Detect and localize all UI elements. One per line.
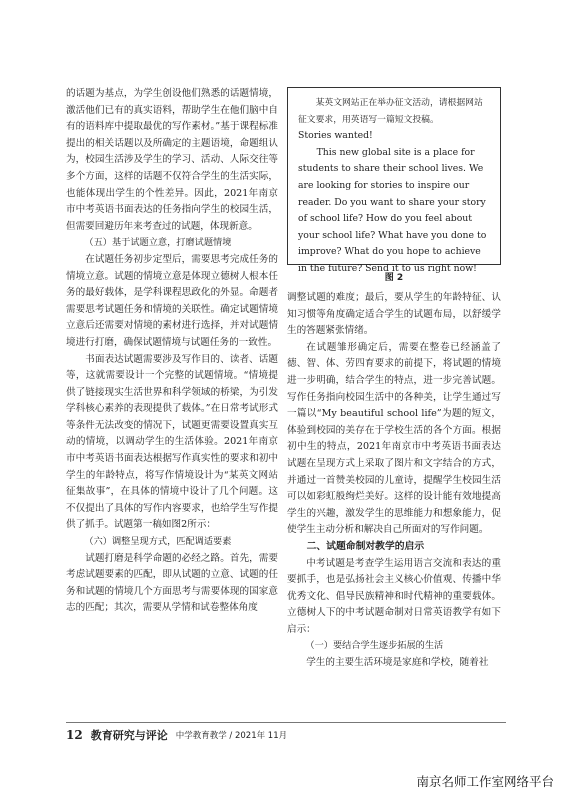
left-column [66, 86, 278, 617]
paragraph: 在试题雏形确定后，需要在整卷已经涵盖了德、智、体、劳四育要求的前提下，将试题的情境进一步明确，结合学生的特点，进一步完善试题。写作任务指向校园生活中的各种美，让学生通过写一篇以“My beautiful school life”为题的短文，体验到校园的美存在于学校生活的各个方面。根据初中生的特点，2021年南京市中考英语书面表达试题在呈现方式上采取了图片和文字结合的方式，并通过一首赞美校园的儿童诗，提醒学生校园生活可以如彩虹般绚烂美好。这样的设计能有效地提高学生的兴趣，激发学生的思维能力和想象能力，促使学生主动分析和解决自己所面对的写作问题。 [287, 341, 501, 536]
journal-issue: 中学教育教学 / 2021年 11月 [175, 731, 288, 741]
paragraph: 中考试题是考查学生运用语言交流和表达的重要抓手，也是弘扬社会主义核心价值观、传播中华优秀文化、倡导民族精神和时代精神的重要载体。立德树人下的中考试题命制对日常英语教学有如下启示： [287, 557, 501, 635]
figure-english-title: Stories wanted! [298, 130, 373, 142]
figure-caption: 图 2 [384, 273, 404, 283]
paragraph: 书面表达试题需要涉及写作目的、读者、话题等，这就需要设计一个完整的试题情境。“情境提供了链接现实生活世界和科学领域的桥梁，为引发学科核心素养的表现提供了载体。”在日常考试形式等条件无法改变的情况下，试题更需要设置真实互动的情境，以调动学生的生活体验。2021年南京市中考英语书面表达根据写作真实性的要求和初中学生的年龄特点，将写作情境设计为“某英文网站征集故事”，在具体的情境中设计了几个问题。这不仅提出了具体的写作内容要求，也给学生写作提供了抓手。试题第一稿如图2所示： [66, 353, 278, 531]
section-heading: 二、试题命制对教学的启示 [306, 540, 425, 552]
section-heading: （五）基于试题立意，打磨试题情境 [84, 237, 232, 249]
paragraph: 学生的主要生活环境是家庭和学校，随着社 [306, 657, 489, 669]
page-footer [66, 722, 506, 744]
paragraph: 在试题任务初步定型后，需要思考完成任务的情境立意。试题的情境立意是体现立德树人根本任务的最好载体，是学科课程思政化的外显。命题者需要思考试题任务和情境的关联性。确定试题情境立意后还需要对情境的素材进行选择，并对试题情境进行打磨，确保试题情境与试题任务的一致性。 [66, 253, 278, 348]
paragraph: 的话题为基点，为学生创设他们熟悉的话题情境，激活他们已有的真实语料，帮助学生在他们脑中自有的语料库中提取最优的写作素材。”基于课程标准提出的相关话题以及所确定的主题语境，命题组认为，校园生活涉及学生的学习、活动、人际交往等多个方面，这样的话题不仅符合学生的生活实际，也能体现出学生的个性差异。因此，2021年南京市中考英语书面表达的任务指向学生的校园生活，但需要回避历年来考查过的试题，体现新意。 [66, 88, 278, 232]
paragraph: 试题打磨是科学命题的必经之路。首先，需要考虑试题要素的匹配，即从试题的立意、试题的任务和试题的情境几个方面思考与需要体现的国家意志的匹配；其次，需要从学情和试卷整体角度 [66, 552, 278, 614]
figure-english-text: This new global site is a place for students to share their school lives. We are looking for stories to inspire our reader. Do you want to share your story of school life? How do you feel about your school life? What have you done to improve? What do you hope to achieve in the future? Send it to us right now! [298, 146, 487, 274]
page-number: 12 [66, 728, 83, 742]
journal-name: 教育研究与评论 [90, 729, 168, 742]
section-heading: （六）调整呈现方式，匹配调适要素 [84, 536, 232, 548]
figure-2-box [287, 87, 501, 274]
watermark-text: 南京名师工作室网络平台 [416, 774, 554, 789]
paragraph: 调整试题的难度；最后，要从学生的年龄特征、认知习惯等角度确定适合学生的试题布局，以舒缓学生的答题紧张情绪。 [287, 292, 501, 337]
section-heading: （一）要结合学生逐步拓展的生活 [305, 640, 444, 652]
right-column [287, 290, 501, 672]
figure-chinese-prompt: 某英文网站正在举办征文活动，请根据网站征文要求，用英语写一篇短文投稿。 [298, 98, 483, 125]
